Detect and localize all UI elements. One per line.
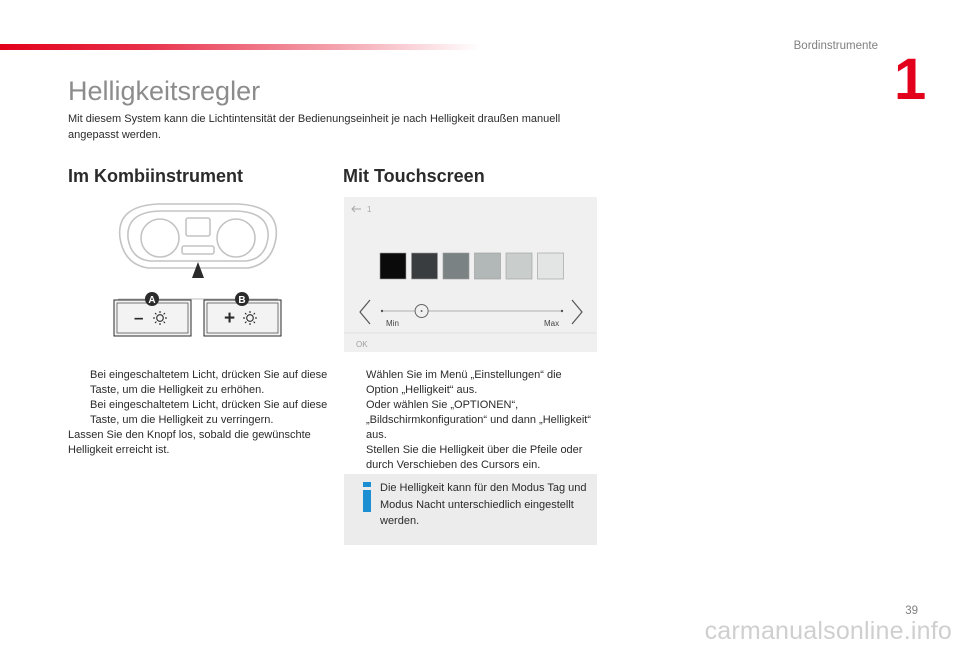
watermark: carmanualsonline.info [704,617,952,645]
page-number: 39 [905,605,918,617]
label-a-badge [145,292,159,306]
label-b-badge [235,292,249,306]
ok-button[interactable]: OK [356,340,368,349]
minus-symbol: – [134,308,144,327]
bullet-marker [68,398,90,428]
heading-kombiinstrument: Im Kombiinstrument [68,166,244,186]
slider-start-dot [381,310,383,312]
info-box [344,474,597,545]
bullet-marker [344,443,366,473]
brightness-swatch-1[interactable] [380,253,406,279]
brightness-swatch-3[interactable] [443,253,469,279]
min-label: Min [386,319,399,328]
max-label: Max [544,319,560,328]
bullet-marker [68,368,90,398]
heading-touchscreen: Mit Touchscreen [343,166,485,186]
bullet-marker [344,368,366,443]
list-item-text: Wählen Sie im Menü „Einstellungen“ die Option „Helligkeit“ aus. Oder wählen Sie „OPTIONEN“, „Bildschirmkonfiguration“ und dann „Helligkeit“ aus. [366,369,591,441]
right-instructions [344,368,594,473]
header-accent-bar [0,44,480,50]
touchscreen-brightness-screen [344,197,597,352]
section-label: Bordinstrumente [793,40,878,52]
plus-symbol: + [224,308,236,329]
list-item [344,368,594,443]
list-item-text: Stellen Sie die Helligkeit über die Pfeile oder durch Verschieben des Cursors ein. [366,444,583,471]
info-text: Die Helligkeit kann für den Modus Tag und Modus Nacht unterschiedlich eingestellt werden. [380,482,587,527]
intro-paragraph: Mit diesem System kann die Lichtintensität der Bedienungseinheit je nach Helligkeit draußen manuell angepasst werden. [68,113,561,141]
left-instructions [68,368,330,458]
instrument-cluster-illustration [108,196,288,346]
list-item [68,368,330,398]
release-note: Lassen Sie den Knopf los, sobald die gewünschte Helligkeit erreicht ist. [68,429,311,456]
brightness-swatch-2[interactable] [412,253,438,279]
page-title: Helligkeitsregler [68,76,261,106]
label-b: B [238,295,246,306]
brightness-swatch-5[interactable] [506,253,532,279]
list-item-text: Bei eingeschaltetem Licht, drücken Sie auf diese Taste, um die Helligkeit zu verringern. [90,399,328,426]
brightness-swatch-6[interactable] [538,253,564,279]
chapter-number: 1 [894,47,927,112]
brightness-swatch-4[interactable] [475,253,501,279]
back-label: 1 [367,205,372,214]
slider-handle[interactable] [415,305,428,318]
list-item-text: Bei eingeschaltetem Licht, drücken Sie auf diese Taste, um die Helligkeit zu erhöhen. [90,369,328,396]
list-item [68,398,330,428]
cluster-outline [120,204,277,268]
info-icon [360,482,374,512]
slider-end-dot [561,310,563,312]
label-a: A [148,295,156,306]
list-item [344,443,594,473]
pointer-arrow [192,262,204,278]
